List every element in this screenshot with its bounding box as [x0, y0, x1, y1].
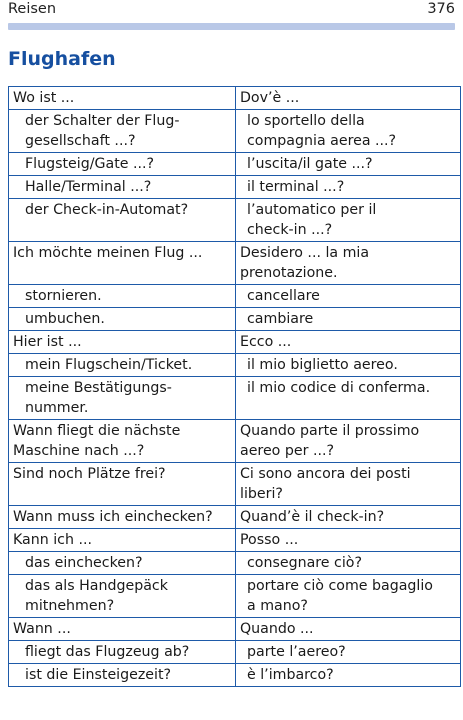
italian-cell — [236, 552, 461, 575]
italian-cell — [236, 199, 461, 242]
german-phrase: der Check-in-Automat? — [25, 202, 189, 218]
italian-phrase: compagnia aerea ...? — [247, 133, 397, 149]
italian-phrase: consegnare ciò? — [247, 555, 362, 571]
italian-phrase: l’automatico per il — [247, 202, 377, 218]
german-cell — [9, 354, 236, 377]
german-cell — [9, 285, 236, 308]
italian-cell — [236, 153, 461, 176]
german-cell — [9, 618, 236, 641]
table-row — [9, 529, 461, 552]
table-row — [9, 618, 461, 641]
italian-phrase: cancellare — [247, 288, 320, 304]
german-phrase: Sind noch Plätze frei? — [13, 466, 166, 482]
italian-phrase: l’uscita/il gate ...? — [247, 156, 373, 172]
italian-phrase: il mio codice di conferma. — [247, 380, 431, 396]
german-phrase: Wann fliegt die nächste — [13, 423, 181, 439]
german-cell — [9, 506, 236, 529]
italian-cell — [236, 331, 461, 354]
german-phrase: meine Bestätigungs- — [25, 380, 172, 396]
table-row — [9, 199, 461, 242]
italian-cell — [236, 664, 461, 687]
table-row — [9, 153, 461, 176]
italian-cell — [236, 618, 461, 641]
italian-phrase: Dov’è ... — [240, 90, 300, 106]
table-row — [9, 285, 461, 308]
table-row — [9, 575, 461, 618]
italian-phrase: il mio biglietto aereo. — [247, 357, 398, 373]
german-phrase: ist die Einsteigezeit? — [25, 667, 172, 683]
italian-cell — [236, 87, 461, 110]
italian-cell — [236, 377, 461, 420]
german-cell — [9, 331, 236, 354]
table-row — [9, 176, 461, 199]
header-rule — [8, 23, 455, 30]
table-row — [9, 506, 461, 529]
italian-phrase: check-in ...? — [247, 222, 333, 238]
table-row — [9, 308, 461, 331]
german-cell — [9, 463, 236, 506]
german-cell — [9, 641, 236, 664]
italian-phrase: Ecco ... — [240, 334, 292, 350]
page-title: Flughafen — [8, 48, 116, 70]
german-phrase: Maschine nach ...? — [13, 443, 145, 459]
italian-cell — [236, 285, 461, 308]
italian-cell — [236, 529, 461, 552]
table-row — [9, 552, 461, 575]
german-cell — [9, 242, 236, 285]
german-cell — [9, 664, 236, 687]
table-row — [9, 641, 461, 664]
german-phrase: Wo ist ... — [13, 90, 75, 106]
italian-cell — [236, 242, 461, 285]
german-cell — [9, 575, 236, 618]
table-row — [9, 242, 461, 285]
italian-cell — [236, 641, 461, 664]
german-phrase: das als Handgepäck — [25, 578, 168, 594]
italian-phrase: il terminal ...? — [247, 179, 345, 195]
german-phrase: mitnehmen? — [25, 598, 115, 614]
german-cell — [9, 552, 236, 575]
table-row — [9, 463, 461, 506]
italian-phrase: aereo per ...? — [240, 443, 334, 459]
german-phrase: fliegt das Flugzeug ab? — [25, 644, 190, 660]
italian-cell — [236, 463, 461, 506]
italian-phrase: liberi? — [240, 486, 283, 502]
table-row — [9, 87, 461, 110]
italian-phrase: a mano? — [247, 598, 308, 614]
italian-phrase: Posso ... — [240, 532, 299, 548]
german-cell — [9, 529, 236, 552]
german-cell — [9, 176, 236, 199]
german-cell — [9, 110, 236, 153]
italian-phrase: Desidero ... la mia — [240, 245, 370, 261]
german-cell — [9, 199, 236, 242]
german-cell — [9, 308, 236, 331]
german-cell — [9, 153, 236, 176]
italian-cell — [236, 110, 461, 153]
german-phrase: mein Flugschein/Ticket. — [25, 357, 193, 373]
table-row — [9, 354, 461, 377]
italian-phrase: cambiare — [247, 311, 314, 327]
german-phrase: das einchecken? — [25, 555, 143, 571]
german-phrase: Ich möchte meinen Flug ... — [13, 245, 203, 261]
italian-phrase: parte l’aereo? — [247, 644, 346, 660]
german-phrase: Hier ist ... — [13, 334, 82, 350]
italian-phrase: Quand’è il check-in? — [240, 509, 385, 525]
italian-phrase: Ci sono ancora dei posti — [240, 466, 411, 482]
italian-phrase: prenotazione. — [240, 265, 338, 281]
phrase-table — [8, 86, 461, 687]
section-name: Reisen — [8, 1, 57, 17]
german-phrase: nummer. — [25, 400, 89, 416]
italian-cell — [236, 354, 461, 377]
german-phrase: Halle/Terminal ...? — [25, 179, 152, 195]
italian-phrase: Quando parte il prossimo — [240, 423, 420, 439]
german-phrase: gesellschaft ...? — [25, 133, 136, 149]
italian-cell — [236, 420, 461, 463]
italian-cell — [236, 308, 461, 331]
german-phrase: Wann muss ich einchecken? — [13, 509, 213, 525]
german-cell — [9, 87, 236, 110]
german-phrase: Kann ich ... — [13, 532, 93, 548]
german-phrase: Wann ... — [13, 621, 71, 637]
table-row — [9, 377, 461, 420]
page-header — [8, 0, 455, 18]
german-phrase: Flugsteig/Gate ...? — [25, 156, 155, 172]
table-row — [9, 331, 461, 354]
italian-phrase: è l’imbarco? — [247, 667, 334, 683]
german-phrase: umbuchen. — [25, 311, 105, 327]
table-row — [9, 110, 461, 153]
german-phrase: stornieren. — [25, 288, 102, 304]
german-cell — [9, 420, 236, 463]
german-phrase: der Schalter der Flug- — [25, 113, 180, 129]
italian-phrase: portare ciò come bagaglio — [247, 578, 433, 594]
table-row — [9, 420, 461, 463]
italian-cell — [236, 575, 461, 618]
italian-cell — [236, 506, 461, 529]
italian-phrase: lo sportello della — [247, 113, 365, 129]
italian-cell — [236, 176, 461, 199]
italian-phrase: Quando ... — [240, 621, 314, 637]
table-row — [9, 664, 461, 687]
german-cell — [9, 377, 236, 420]
page-number: 376 — [427, 1, 455, 17]
